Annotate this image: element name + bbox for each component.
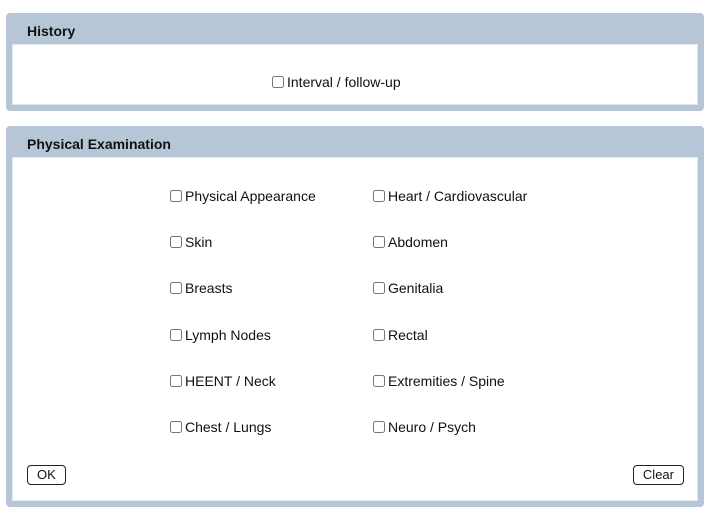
- checkbox-box[interactable]: [170, 236, 182, 248]
- checkbox-label: HEENT / Neck: [185, 373, 276, 389]
- physical-exam-body: [12, 157, 698, 501]
- checkbox-genitalia[interactable]: [373, 280, 443, 296]
- ok-button[interactable]: OK: [27, 465, 66, 485]
- checkbox-skin[interactable]: [170, 234, 212, 250]
- checkbox-chest-lungs[interactable]: [170, 419, 271, 435]
- checkbox-physical-appearance[interactable]: [170, 188, 316, 204]
- checkbox-box[interactable]: [170, 190, 182, 202]
- clear-button[interactable]: Clear: [633, 465, 684, 485]
- checkbox-box[interactable]: [373, 375, 385, 387]
- checkbox-box[interactable]: [170, 282, 182, 294]
- checkbox-rectal[interactable]: [373, 327, 428, 343]
- checkbox-label: Extremities / Spine: [388, 373, 505, 389]
- checkbox-box[interactable]: [373, 190, 385, 202]
- checkbox-lymph-nodes[interactable]: [170, 327, 271, 343]
- checkbox-label: Heart / Cardiovascular: [388, 188, 528, 204]
- history-title: History: [27, 23, 76, 39]
- checkbox-abdomen[interactable]: [373, 234, 448, 250]
- checkbox-interval-follow-up[interactable]: [272, 74, 401, 90]
- physical-exam-panel: [6, 126, 704, 507]
- checkbox-box[interactable]: [373, 236, 385, 248]
- checkbox-box[interactable]: [170, 375, 182, 387]
- checkbox-box[interactable]: [373, 421, 385, 433]
- checkbox-label: Chest / Lungs: [185, 419, 272, 435]
- physical-exam-title: Physical Examination: [27, 136, 171, 152]
- checkbox-label: Rectal: [388, 327, 428, 343]
- checkbox-label: Physical Appearance: [185, 188, 316, 204]
- checkbox-box[interactable]: [170, 421, 182, 433]
- checkbox-label: Genitalia: [388, 280, 444, 296]
- checkbox-neuro-psych[interactable]: [373, 419, 476, 435]
- checkbox-heent-neck[interactable]: [170, 373, 276, 389]
- checkbox-label: Neuro / Psych: [388, 419, 476, 435]
- checkbox-heart-cardiovascular[interactable]: [373, 188, 527, 204]
- checkbox-box[interactable]: [170, 329, 182, 341]
- checkbox-label: Skin: [185, 234, 213, 250]
- checkbox-label: Lymph Nodes: [185, 327, 271, 343]
- checkbox-box[interactable]: [272, 76, 284, 88]
- history-panel: [6, 13, 704, 111]
- history-body: [12, 44, 698, 105]
- checkbox-label: Abdomen: [388, 234, 448, 250]
- checkbox-breasts[interactable]: [170, 280, 232, 296]
- checkbox-box[interactable]: [373, 282, 385, 294]
- checkbox-extremities-spine[interactable]: [373, 373, 505, 389]
- checkbox-label: Interval / follow-up: [287, 74, 401, 90]
- checkbox-box[interactable]: [373, 329, 385, 341]
- checkbox-label: Breasts: [185, 280, 233, 296]
